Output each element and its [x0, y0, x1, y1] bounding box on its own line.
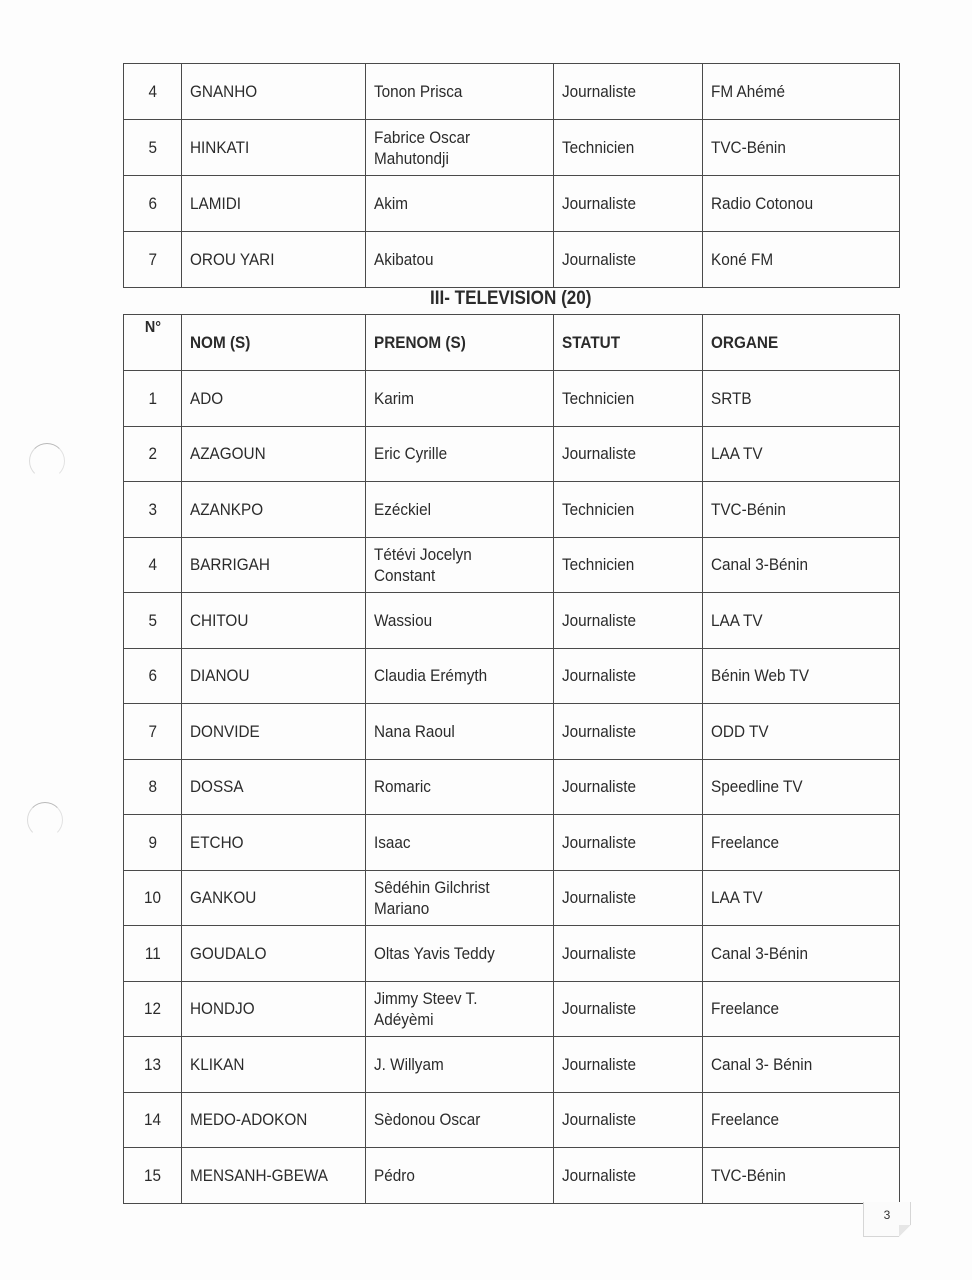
- cell-statut: Journaliste: [554, 64, 703, 120]
- cell-prenom: Isaac: [366, 815, 554, 871]
- cell-organe: TVC-Bénin: [703, 482, 900, 538]
- table-row: [124, 64, 900, 120]
- cell-nom: GNANHO: [182, 64, 366, 120]
- cell-organe: Freelance: [703, 1092, 900, 1148]
- table-row: [124, 1037, 900, 1093]
- cell-prenom: Karim: [366, 371, 554, 427]
- cell-organe: SRTB: [703, 371, 900, 427]
- cell-prenom: Jimmy Steev T. Adéyèmi: [366, 981, 554, 1037]
- table-row: [124, 759, 900, 815]
- table-row: [124, 704, 900, 760]
- cell-organe: TVC-Bénin: [703, 120, 900, 176]
- cell-nom: HONDJO: [182, 981, 366, 1037]
- page-number: 3: [863, 1202, 911, 1237]
- cell-statut: Technicien: [554, 482, 703, 538]
- cell-nom: CHITOU: [182, 593, 366, 649]
- cell-nom: ETCHO: [182, 815, 366, 871]
- cell-number: 3: [124, 482, 182, 538]
- header-prenom: PRENOM (S): [366, 315, 554, 371]
- cell-nom: GOUDALO: [182, 926, 366, 982]
- table-row: [124, 870, 900, 926]
- cell-organe: Koné FM: [703, 232, 900, 288]
- table-row: [124, 1092, 900, 1148]
- cell-statut: Journaliste: [554, 1148, 703, 1204]
- table-row: [124, 815, 900, 871]
- table-row: [124, 593, 900, 649]
- cell-prenom: Sèdonou Oscar: [366, 1092, 554, 1148]
- cell-number: 9: [124, 815, 182, 871]
- cell-nom: HINKATI: [182, 120, 366, 176]
- cell-nom: AZANKPO: [182, 482, 366, 538]
- cell-prenom: Romaric: [366, 759, 554, 815]
- cell-statut: Journaliste: [554, 759, 703, 815]
- cell-prenom: Ezéckiel: [366, 482, 554, 538]
- television-table: [123, 314, 900, 1204]
- cell-number: 13: [124, 1037, 182, 1093]
- previous-section-table: [123, 63, 900, 288]
- cell-statut: Journaliste: [554, 176, 703, 232]
- cell-prenom: Claudia Erémyth: [366, 648, 554, 704]
- cell-nom: BARRIGAH: [182, 537, 366, 593]
- cell-organe: LAA TV: [703, 593, 900, 649]
- table-row: [124, 1148, 900, 1204]
- cell-statut: Journaliste: [554, 648, 703, 704]
- cell-prenom: Wassiou: [366, 593, 554, 649]
- cell-nom: ADO: [182, 371, 366, 427]
- cell-prenom: Eric Cyrille: [366, 426, 554, 482]
- cell-organe: FM Ahémé: [703, 64, 900, 120]
- cell-prenom: J. Willyam: [366, 1037, 554, 1093]
- header-nom: NOM (S): [182, 315, 366, 371]
- cell-number: 5: [124, 593, 182, 649]
- table-header-row: [124, 315, 900, 371]
- cell-organe: ODD TV: [703, 704, 900, 760]
- cell-prenom: Tonon Prisca: [366, 64, 554, 120]
- cell-nom: MEDO-ADOKON: [182, 1092, 366, 1148]
- table-row: [124, 176, 900, 232]
- cell-number: 15: [124, 1148, 182, 1204]
- header-statut: STATUT: [554, 315, 703, 371]
- cell-prenom: Tétévi Jocelyn Constant: [366, 537, 554, 593]
- cell-number: 14: [124, 1092, 182, 1148]
- cell-number: 8: [124, 759, 182, 815]
- cell-statut: Journaliste: [554, 426, 703, 482]
- cell-nom: MENSANH-GBEWA: [182, 1148, 366, 1204]
- cell-number: 2: [124, 426, 182, 482]
- cell-nom: GANKOU: [182, 870, 366, 926]
- header-organe: ORGANE: [703, 315, 900, 371]
- cell-nom: LAMIDI: [182, 176, 366, 232]
- cell-statut: Technicien: [554, 537, 703, 593]
- cell-number: 7: [124, 704, 182, 760]
- cell-number: 10: [124, 870, 182, 926]
- cell-number: 7: [124, 232, 182, 288]
- table-row: [124, 232, 900, 288]
- cell-nom: KLIKAN: [182, 1037, 366, 1093]
- table-row: [124, 120, 900, 176]
- cell-organe: Freelance: [703, 981, 900, 1037]
- cell-prenom: Nana Raoul: [366, 704, 554, 760]
- cell-statut: Technicien: [554, 120, 703, 176]
- cell-number: 4: [124, 537, 182, 593]
- cell-number: 1: [124, 371, 182, 427]
- cell-organe: Freelance: [703, 815, 900, 871]
- cell-organe: Radio Cotonou: [703, 176, 900, 232]
- cell-statut: Journaliste: [554, 232, 703, 288]
- cell-nom: OROU YARI: [182, 232, 366, 288]
- cell-prenom: Akim: [366, 176, 554, 232]
- cell-prenom: Fabrice Oscar Mahutondji: [366, 120, 554, 176]
- cell-number: 6: [124, 648, 182, 704]
- punch-hole-mark: [29, 443, 65, 479]
- cell-prenom: Oltas Yavis Teddy: [366, 926, 554, 982]
- cell-nom: DIANOU: [182, 648, 366, 704]
- cell-statut: Journaliste: [554, 593, 703, 649]
- section-title-television: III- TELEVISION (20): [430, 288, 592, 309]
- cell-statut: Journaliste: [554, 1037, 703, 1093]
- cell-number: 11: [124, 926, 182, 982]
- table-row: [124, 926, 900, 982]
- cell-statut: Journaliste: [554, 704, 703, 760]
- cell-organe: Bénin Web TV: [703, 648, 900, 704]
- cell-statut: Technicien: [554, 371, 703, 427]
- punch-hole-mark: [27, 802, 63, 838]
- cell-organe: TVC-Bénin: [703, 1148, 900, 1204]
- cell-organe: Canal 3-Bénin: [703, 537, 900, 593]
- cell-organe: Canal 3- Bénin: [703, 1037, 900, 1093]
- cell-number: 6: [124, 176, 182, 232]
- cell-prenom: Pédro: [366, 1148, 554, 1204]
- cell-statut: Journaliste: [554, 981, 703, 1037]
- cell-prenom: Akibatou: [366, 232, 554, 288]
- table-row: [124, 426, 900, 482]
- table-row: [124, 371, 900, 427]
- cell-nom: DONVIDE: [182, 704, 366, 760]
- cell-nom: DOSSA: [182, 759, 366, 815]
- cell-number: 5: [124, 120, 182, 176]
- header-n: N°: [124, 315, 182, 371]
- cell-prenom: Sêdéhin Gilchrist Mariano: [366, 870, 554, 926]
- cell-number: 4: [124, 64, 182, 120]
- cell-nom: AZAGOUN: [182, 426, 366, 482]
- cell-statut: Journaliste: [554, 926, 703, 982]
- cell-statut: Journaliste: [554, 870, 703, 926]
- cell-organe: Canal 3-Bénin: [703, 926, 900, 982]
- cell-organe: LAA TV: [703, 426, 900, 482]
- cell-statut: Journaliste: [554, 815, 703, 871]
- cell-organe: LAA TV: [703, 870, 900, 926]
- table-row: [124, 537, 900, 593]
- cell-statut: Journaliste: [554, 1092, 703, 1148]
- table-row: [124, 981, 900, 1037]
- cell-organe: Speedline TV: [703, 759, 900, 815]
- table-row: [124, 648, 900, 704]
- cell-number: 12: [124, 981, 182, 1037]
- table-row: [124, 482, 900, 538]
